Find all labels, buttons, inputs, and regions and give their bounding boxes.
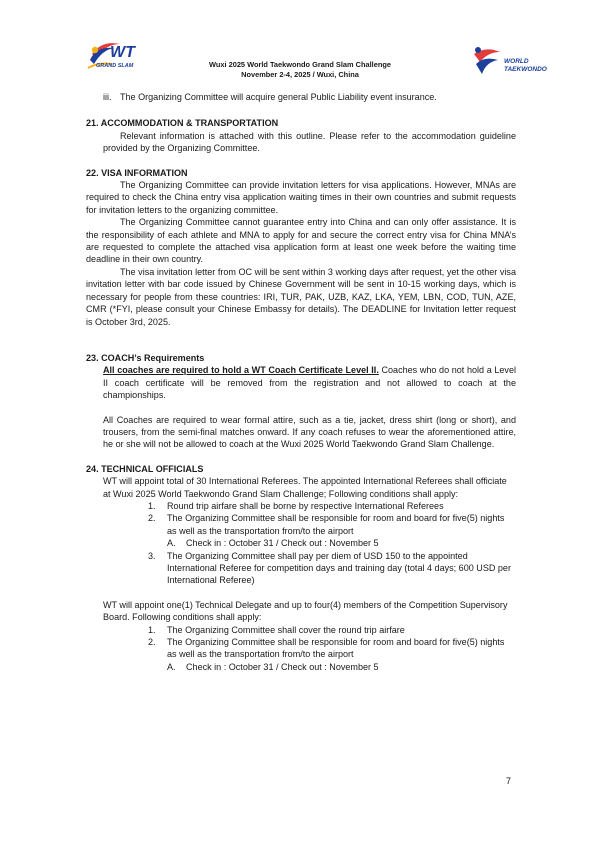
list-text: Check in : October 31 / Check out : November 5 bbox=[186, 661, 379, 672]
world-taekwondo-logo bbox=[470, 44, 550, 88]
referee-conditions-list bbox=[86, 500, 516, 587]
grand-slam-logo bbox=[86, 38, 148, 78]
page-number: 7 bbox=[506, 776, 512, 786]
referees-intro: WT will appoint total of 30 International Referees. The appointed International Referees shall officiate at Wuxi 2025 World Taekwondo Grand Slam Challenge; Following conditions shall apply: bbox=[103, 476, 507, 499]
delegates-intro: WT will appoint one(1) Technical Delegate and up to four(4) members of the Competition Supervisory Board. Following conditions shall apply: bbox=[103, 599, 508, 623]
list-item bbox=[148, 636, 516, 661]
delegate-conditions-list bbox=[86, 624, 516, 674]
list-item bbox=[148, 500, 516, 512]
visa-paragraph-3: The visa invitation letter from OC will be sent within 3 working days after request, yet the other visa invitation letter with bar code issued by Chinese Government will be sent in 10-15 working days, which is necessary for people from these countries: IRI, TUR, PAK, UZB, KAZ, LKA, YEM, LBN, COD, TUN, AZE, CMR (*FYI, please consult your Chinese Embassy for details). The DEADLINE for Invitation letter request is October 3rd, 2025. bbox=[86, 266, 516, 327]
list-text: The Organizing Committee shall be responsible for room and board for five(5) nights as well as the transportation from/to the airport bbox=[167, 513, 505, 536]
list-text: The Organizing Committee shall be responsible for room and board for five(5) nights as well as the transportation from/to the airport bbox=[167, 637, 505, 660]
section-23-heading: 23. COACH’s Requirements bbox=[86, 352, 205, 363]
section-24-heading: 24. TECHNICAL OFFICIALS bbox=[86, 463, 204, 474]
visa-paragraph-1: The Organizing Committee can provide invitation letters for visa applications. However, MNAs are required to check the China entry visa application waiting times in their own countries and submit requests for invitation letters to the organizing committee. bbox=[86, 180, 516, 215]
list-item bbox=[148, 512, 516, 537]
grand-slam-logo-sub: GRAND SLAM bbox=[96, 63, 134, 69]
list-subitem bbox=[148, 537, 516, 549]
coach-certificate-text: Coaches who do not hold a Level II coach certificate will be removed from the registration and not allowed to coach at the championships. bbox=[103, 365, 516, 401]
header-title bbox=[150, 60, 450, 80]
list-item bbox=[148, 550, 516, 587]
coach-requirement-paragraph bbox=[86, 364, 516, 401]
list-text: Round trip airfare shall be borne by respective International Referees bbox=[167, 500, 444, 511]
list-number: A. bbox=[167, 538, 176, 549]
list-number: 2. bbox=[148, 513, 156, 524]
list-number: 1. bbox=[148, 500, 156, 511]
list-text: Check in : October 31 / Check out : November 5 bbox=[186, 538, 379, 549]
list-number: iii. bbox=[103, 92, 112, 102]
world-taekwondo-logo-line2: TAEKWONDO bbox=[504, 66, 547, 73]
header-title-line2: November 2-4, 2025 / Wuxi, China bbox=[241, 70, 359, 79]
list-item bbox=[148, 624, 516, 636]
list-number: 2. bbox=[148, 637, 156, 648]
coach-attire-paragraph: All Coaches are required to wear formal attire, such as a tie, jacket, dress shirt (long or short), and trousers, from the semi-final matches onward. If any coach refuses to wear the aforementioned attire, he or she will not be allowed to coach at the Wuxi 2025 World Taekwondo Grand Slam Challenge. bbox=[103, 414, 516, 450]
world-taekwondo-logo-mark bbox=[470, 44, 504, 84]
list-text: The Organizing Committee shall pay per diem of USD 150 to the appointed International Referee for competition days and training day (total 4 days; 600 USD per International Referee) bbox=[167, 550, 511, 586]
section-21-text: Relevant information is attached with this outline. Please refer to the accommodation guideline provided by the Organizing Committee. bbox=[103, 130, 516, 154]
grand-slam-logo-wt: WT bbox=[110, 44, 135, 61]
visa-paragraph-2: The Organizing Committee cannot guarantee entry into China and can only offer assistance. It is the responsibility of each athlete and MNA to apply for and secure the correct entry visa for China MNA’s are requested to complete the attached visa application form at least one week before the waiting time deadline in their own country. bbox=[86, 217, 516, 265]
list-number: 1. bbox=[148, 624, 156, 635]
page-header bbox=[0, 0, 600, 90]
world-taekwondo-logo-line1: WORLD bbox=[504, 58, 529, 65]
coach-certificate-requirement: All coaches are required to hold a WT Coach Certificate Level II. bbox=[103, 365, 379, 376]
list-text: The Organizing Committee will acquire general Public Liability event insurance. bbox=[120, 92, 437, 102]
page-body bbox=[86, 91, 516, 673]
section-22-heading: 22. VISA INFORMATION bbox=[86, 167, 188, 178]
list-text: The Organizing Committee shall cover the round trip airfare bbox=[167, 624, 405, 635]
header-title-line1: Wuxi 2025 World Taekwondo Grand Slam Challenge bbox=[209, 60, 391, 69]
list-subitem bbox=[148, 661, 516, 673]
insurance-item bbox=[86, 91, 516, 103]
list-number: 3. bbox=[148, 550, 156, 561]
section-21-heading: 21. ACCOMMODATION & TRANSPORTATION bbox=[86, 118, 279, 129]
list-number: A. bbox=[167, 661, 176, 672]
